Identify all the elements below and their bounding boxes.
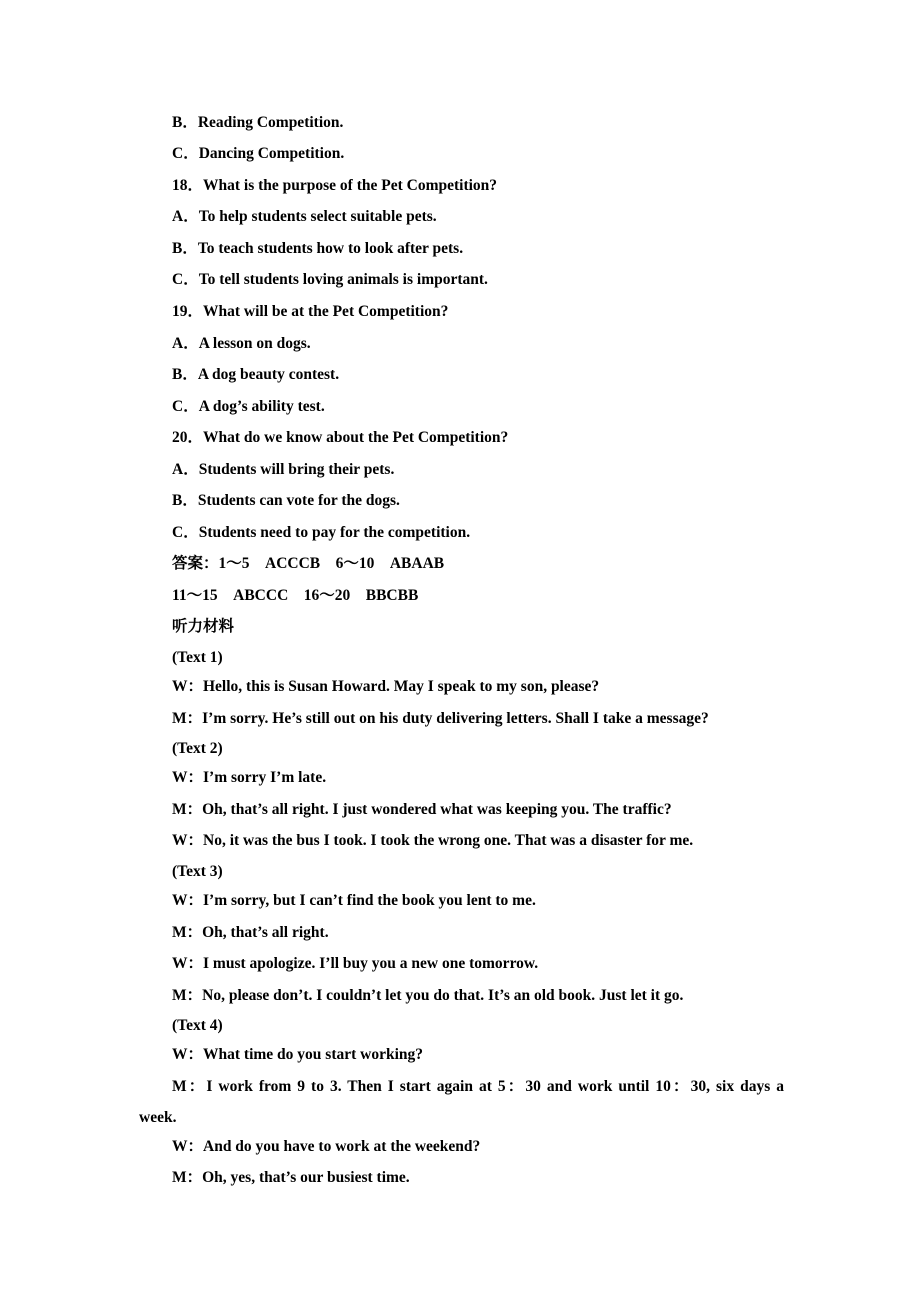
text-2-label: (Text 2): [172, 740, 223, 757]
option-18a: A．To help students select suitable pets.: [172, 208, 437, 225]
text-3-label: (Text 3): [172, 863, 223, 880]
text-4-label: (Text 4): [172, 1017, 223, 1034]
dialogue-line: W：I’m sorry, but I can’t find the book you lent to me.: [172, 892, 536, 909]
option-18b: B．To teach students how to look after pets.: [172, 240, 464, 257]
dialogue-line: W：No, it was the bus I took. I took the wrong one. That was a disaster for me.: [172, 832, 694, 849]
dialogue-line: W：I’m sorry I’m late.: [172, 769, 327, 786]
answer-key-1-10: 答案：1～5 ACCCB 6～10 ABAAB: [172, 555, 445, 572]
option-19c: C．A dog’s ability test.: [172, 398, 325, 415]
dialogue-line: W：What time do you start working?: [172, 1046, 424, 1063]
dialogue-line: M：Oh, that’s all right. I just wondered what was keeping you. The traffic?: [172, 801, 672, 818]
dialogue-line: M：I work from 9 to 3. Then I start again at 5：30 and work until 10：30, six days a: [172, 1078, 784, 1095]
text-1-label: (Text 1): [172, 649, 223, 666]
question-20: 20．What do we know about the Pet Competition?: [172, 429, 509, 446]
dialogue-line: M：No, please don’t. I couldn’t let you do that. It’s an old book. Just let it go.: [172, 987, 684, 1004]
option-18c: C．To tell students loving animals is important.: [172, 271, 488, 288]
dialogue-line: M：I’m sorry. He’s still out on his duty delivering letters. Shall I take a message?: [172, 710, 709, 727]
listening-material-heading: 听力材料: [172, 618, 235, 635]
option-20b: B．Students can vote for the dogs.: [172, 492, 400, 509]
dialogue-line: M：Oh, yes, that’s our busiest time.: [172, 1169, 410, 1186]
dialogue-line: M：Oh, that’s all right.: [172, 924, 329, 941]
dialogue-line: W：I must apologize. I’ll buy you a new one tomorrow.: [172, 955, 539, 972]
option-18b-reading-competition: B．Reading Competition.: [172, 114, 344, 131]
answer-key-11-20: 11～15 ABCCC 16～20 BBCBB: [172, 587, 419, 604]
question-18: 18．What is the purpose of the Pet Competition?: [172, 177, 498, 194]
option-19a: A．A lesson on dogs.: [172, 335, 311, 352]
option-20c: C．Students need to pay for the competition.: [172, 524, 471, 541]
option-19b: B．A dog beauty contest.: [172, 366, 340, 383]
dialogue-line: W：And do you have to work at the weekend?: [172, 1138, 481, 1155]
option-20a: A．Students will bring their pets.: [172, 461, 395, 478]
dialogue-line: W：Hello, this is Susan Howard. May I speak to my son, please?: [172, 678, 600, 695]
question-19: 19．What will be at the Pet Competition?: [172, 303, 449, 320]
option-18c-dancing-competition: C．Dancing Competition.: [172, 145, 345, 162]
dialogue-line-continuation: week.: [139, 1109, 177, 1126]
